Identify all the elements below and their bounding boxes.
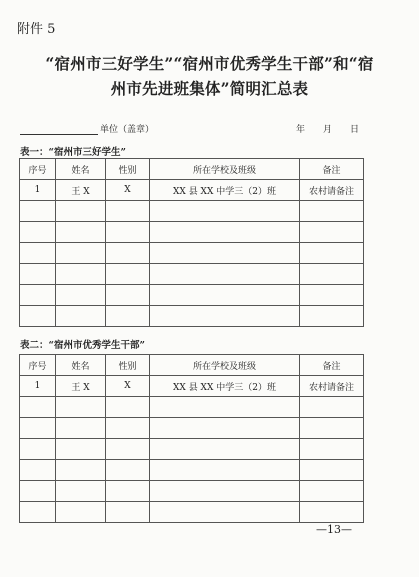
cell-gender	[106, 222, 150, 243]
cell-gender	[106, 201, 150, 222]
cell-school-class	[150, 222, 300, 243]
table-row	[20, 397, 364, 418]
table2-excellent-student-cadres	[19, 354, 364, 523]
cell-index	[20, 222, 56, 243]
cell-gender: X	[106, 376, 150, 397]
cell-remarks	[300, 201, 364, 222]
cell-name	[56, 222, 106, 243]
cell-school-class	[150, 306, 300, 327]
cell-name	[56, 264, 106, 285]
cell-school-class	[150, 264, 300, 285]
cell-name	[56, 397, 106, 418]
cell-school-class: XX 县 XX 中学三（2）班	[150, 376, 300, 397]
cell-remarks	[300, 397, 364, 418]
table1-label: 表一：“宿州市三好学生”	[20, 147, 126, 158]
table-row	[20, 481, 364, 502]
col-header-gender: 性别	[106, 355, 150, 376]
cell-index	[20, 460, 56, 481]
cell-remarks	[300, 264, 364, 285]
cell-remarks	[300, 285, 364, 306]
date-day-label: 日	[350, 125, 360, 135]
cell-index	[20, 201, 56, 222]
table-row	[20, 201, 364, 222]
col-header-school-class: 所在学校及班级	[150, 159, 300, 180]
table-row	[20, 222, 364, 243]
cell-school-class	[150, 397, 300, 418]
date-year-label: 年	[296, 125, 306, 135]
document-title-line2: 州市先进班集体”简明汇总表	[110, 79, 309, 98]
table-row	[20, 460, 364, 481]
cell-remarks	[300, 306, 364, 327]
cell-gender	[106, 306, 150, 327]
cell-index	[20, 264, 56, 285]
cell-index	[20, 502, 56, 523]
cell-school-class	[150, 243, 300, 264]
table1-three-good-students	[19, 158, 364, 327]
cell-gender	[106, 460, 150, 481]
page-number: —13—	[316, 523, 352, 536]
cell-gender	[106, 285, 150, 306]
table2-label: 表二：“宿州市优秀学生干部”	[20, 340, 145, 351]
cell-school-class: XX 县 XX 中学三（2）班	[150, 180, 300, 201]
cell-gender	[106, 264, 150, 285]
cell-gender	[106, 502, 150, 523]
table-row	[20, 439, 364, 460]
col-header-remarks: 备注	[300, 355, 364, 376]
cell-name: 王 X	[56, 376, 106, 397]
table-row	[20, 306, 364, 327]
cell-name	[56, 481, 106, 502]
table-row	[20, 376, 364, 397]
cell-remarks: 农村请备注	[300, 376, 364, 397]
cell-index	[20, 306, 56, 327]
date-month-label: 月	[323, 125, 333, 135]
cell-gender	[106, 418, 150, 439]
cell-gender	[106, 243, 150, 264]
cell-name	[56, 439, 106, 460]
unit-blank-line	[20, 134, 98, 135]
cell-name	[56, 306, 106, 327]
cell-index: 1	[20, 376, 56, 397]
col-header-index: 序号	[20, 159, 56, 180]
cell-index	[20, 439, 56, 460]
cell-school-class	[150, 460, 300, 481]
document-title-line1: “宿州市三好学生”“宿州市优秀学生干部”和“宿	[45, 54, 374, 73]
col-header-name: 姓名	[56, 159, 106, 180]
table-row	[20, 180, 364, 201]
table1-header-row	[20, 159, 364, 180]
unit-seal-label: 单位（盖章）	[100, 125, 155, 135]
col-header-index: 序号	[20, 355, 56, 376]
cell-name	[56, 460, 106, 481]
cell-index	[20, 397, 56, 418]
cell-remarks	[300, 418, 364, 439]
cell-index	[20, 243, 56, 264]
cell-name: 王 X	[56, 180, 106, 201]
cell-gender	[106, 439, 150, 460]
cell-name	[56, 285, 106, 306]
cell-remarks	[300, 439, 364, 460]
table-row	[20, 264, 364, 285]
col-header-name: 姓名	[56, 355, 106, 376]
cell-index	[20, 418, 56, 439]
table-row	[20, 502, 364, 523]
cell-remarks	[300, 460, 364, 481]
cell-index	[20, 481, 56, 502]
cell-index: 1	[20, 180, 56, 201]
cell-school-class	[150, 201, 300, 222]
cell-school-class	[150, 285, 300, 306]
cell-remarks: 农村请备注	[300, 180, 364, 201]
table2-header-row	[20, 355, 364, 376]
cell-school-class	[150, 418, 300, 439]
cell-remarks	[300, 481, 364, 502]
col-header-remarks: 备注	[300, 159, 364, 180]
cell-school-class	[150, 502, 300, 523]
table-row	[20, 285, 364, 306]
cell-name	[56, 502, 106, 523]
table-row	[20, 418, 364, 439]
cell-index	[20, 285, 56, 306]
cell-gender: X	[106, 180, 150, 201]
col-header-school-class: 所在学校及班级	[150, 355, 300, 376]
cell-remarks	[300, 243, 364, 264]
cell-remarks	[300, 502, 364, 523]
cell-gender	[106, 397, 150, 418]
cell-gender	[106, 481, 150, 502]
cell-name	[56, 201, 106, 222]
cell-remarks	[300, 222, 364, 243]
cell-name	[56, 418, 106, 439]
attachment-label: 附件 5	[17, 22, 56, 37]
cell-school-class	[150, 439, 300, 460]
cell-name	[56, 243, 106, 264]
table-row	[20, 243, 364, 264]
cell-school-class	[150, 481, 300, 502]
col-header-gender: 性别	[106, 159, 150, 180]
